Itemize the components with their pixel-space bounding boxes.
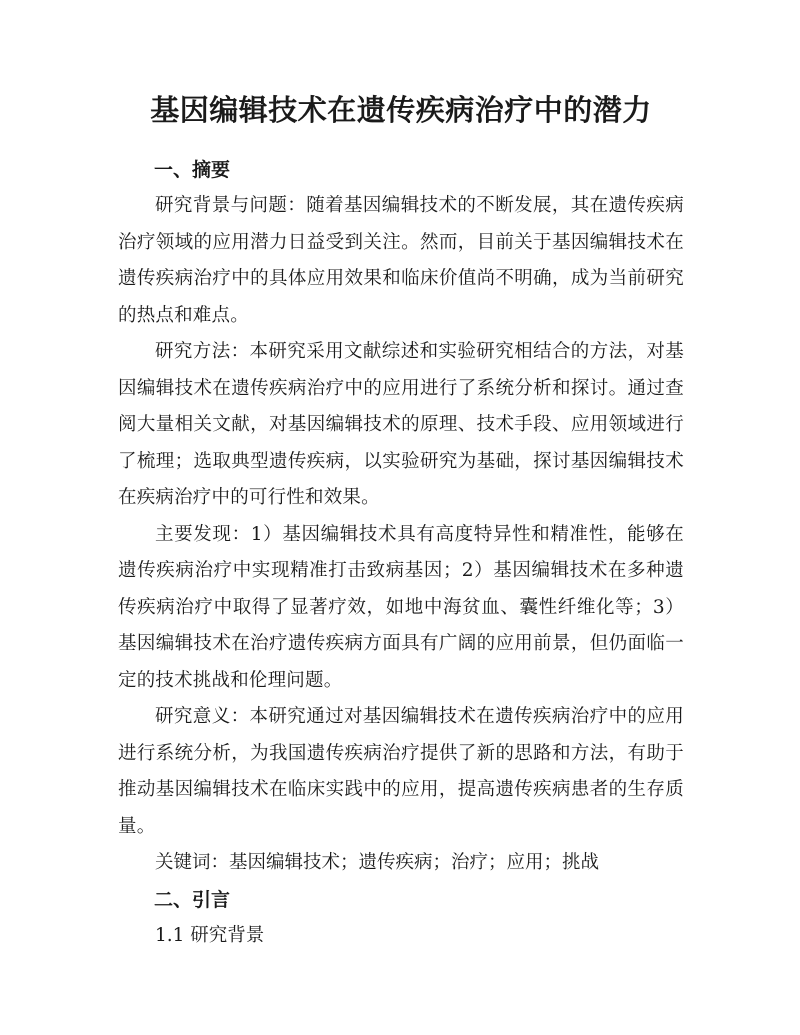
document-page bbox=[118, 88, 684, 954]
section-heading-introduction: 二、引言 bbox=[154, 888, 231, 911]
abstract-methods-paragraph: 研究方法：本研究采用文献综述和实验研究相结合的方法，对基因编辑技术在遗传疾病治疗中的应用进行了系统分析和探讨。通过查阅大量相关文献，对基因编辑技术的原理、技术手段、应用领域进行了梳理；选取典型遗传疾病，以实验研究为基础，探讨基因编辑技术在疾病治疗中的可行性和效果。 bbox=[118, 341, 684, 508]
subsection-heading-background: 1.1 研究背景 bbox=[155, 924, 265, 946]
section-heading-abstract: 一、摘要 bbox=[154, 159, 231, 181]
abstract-findings-paragraph: 主要发现：1）基因编辑技术具有高度特异性和精准性，能够在遗传疾病治疗中实现精准打击致病基因；2）基因编辑技术在多种遗传疾病治疗中取得了显著疗效，如地中海贫血、囊性纤维化等；3）基因编辑技术在治疗遗传疾病方面具有广阔的应用前景，但仍面临一定的技术挑战和伦理问题。 bbox=[118, 523, 684, 691]
abstract-background-paragraph: 研究背景与问题：随着基因编辑技术的不断发展，其在遗传疾病治疗领域的应用潜力日益受到关注。然而，目前关于基因编辑技术在遗传疾病治疗中的具体应用效果和临床价值尚不明确，成为当前研究的热点和难点。 bbox=[118, 195, 684, 326]
abstract-significance-paragraph: 研究意义：本研究通过对基因编辑技术在遗传疾病治疗中的应用进行系统分析，为我国遗传疾病治疗提供了新的思路和方法，有助于推动基因编辑技术在临床实践中的应用，提高遗传疾病患者的生存质量。 bbox=[118, 706, 684, 837]
keywords-line: 关键词：基因编辑技术；遗传疾病；治疗；应用；挑战 bbox=[155, 852, 600, 873]
document-title: 基因编辑技术在遗传疾病治疗中的潜力 bbox=[150, 93, 652, 127]
